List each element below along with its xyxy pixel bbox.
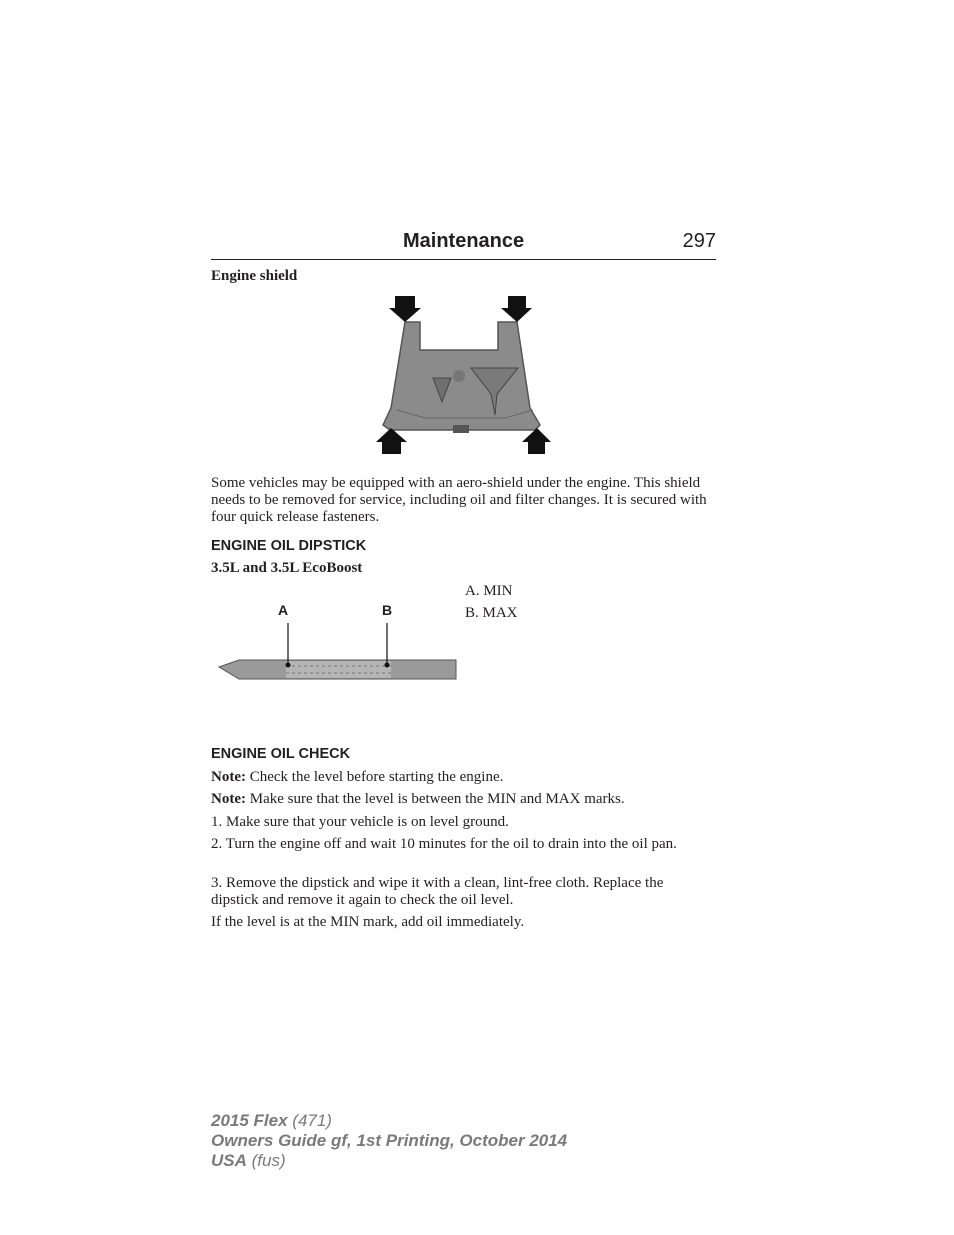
footer-model-code: (471) [287,1111,332,1130]
step-3: 3. Remove the dipstick and wipe it with a clean, lint-free cloth. Replace the dipstick and remove it again to check the oil level. [211,875,664,908]
footer-model: 2015 Flex [211,1111,288,1130]
engine-shield-illustration [375,290,555,460]
up-arrow-icon [522,428,551,454]
step-2: 2. Turn the engine off and wait 10 minutes for the oil to drain into the oil pan. [211,836,677,852]
note-1 [211,769,711,786]
engine-shield-heading: Engine shield [211,268,298,284]
down-arrow-icon [501,296,532,322]
section-title: Maintenance [403,230,525,252]
note-label: Note: [211,769,246,785]
label-a: A [277,602,289,618]
page-footer [211,1111,567,1171]
legend-a: A. MIN [465,583,513,599]
footer-region: USA [211,1151,247,1170]
down-arrow-icon [389,296,421,322]
dipstick-illustration [211,595,461,690]
page-number: 297 [682,230,716,252]
footer-region-code: (fus) [246,1151,286,1170]
up-arrow-icon [376,428,407,454]
note-2 [211,791,711,808]
note-text: Make sure that the level is between the MIN and MAX marks. [245,791,625,807]
footer-guide: Owners Guide gf, 1st Printing, October 2014 [211,1131,568,1150]
label-b: B [381,602,393,618]
dipstick-subheading: 3.5L and 3.5L EcoBoost [211,560,363,576]
step-1: 1. Make sure that your vehicle is on level ground. [211,814,509,830]
oil-check-heading: ENGINE OIL CHECK [211,746,351,762]
engine-shield-paragraph: Some vehicles may be equipped with an aero-shield under the engine. This shield needs to be removed for service, including oil and filter changes. It is secured with four quick release fasteners. [211,475,707,525]
dipstick-heading: ENGINE OIL DIPSTICK [211,538,367,554]
page-header [211,228,716,260]
note-label: Note: [211,791,246,807]
final-instruction: If the level is at the MIN mark, add oil immediately. [211,914,525,930]
note-text: Check the level before starting the engine. [245,769,504,785]
legend-b: B. MAX [465,605,518,621]
